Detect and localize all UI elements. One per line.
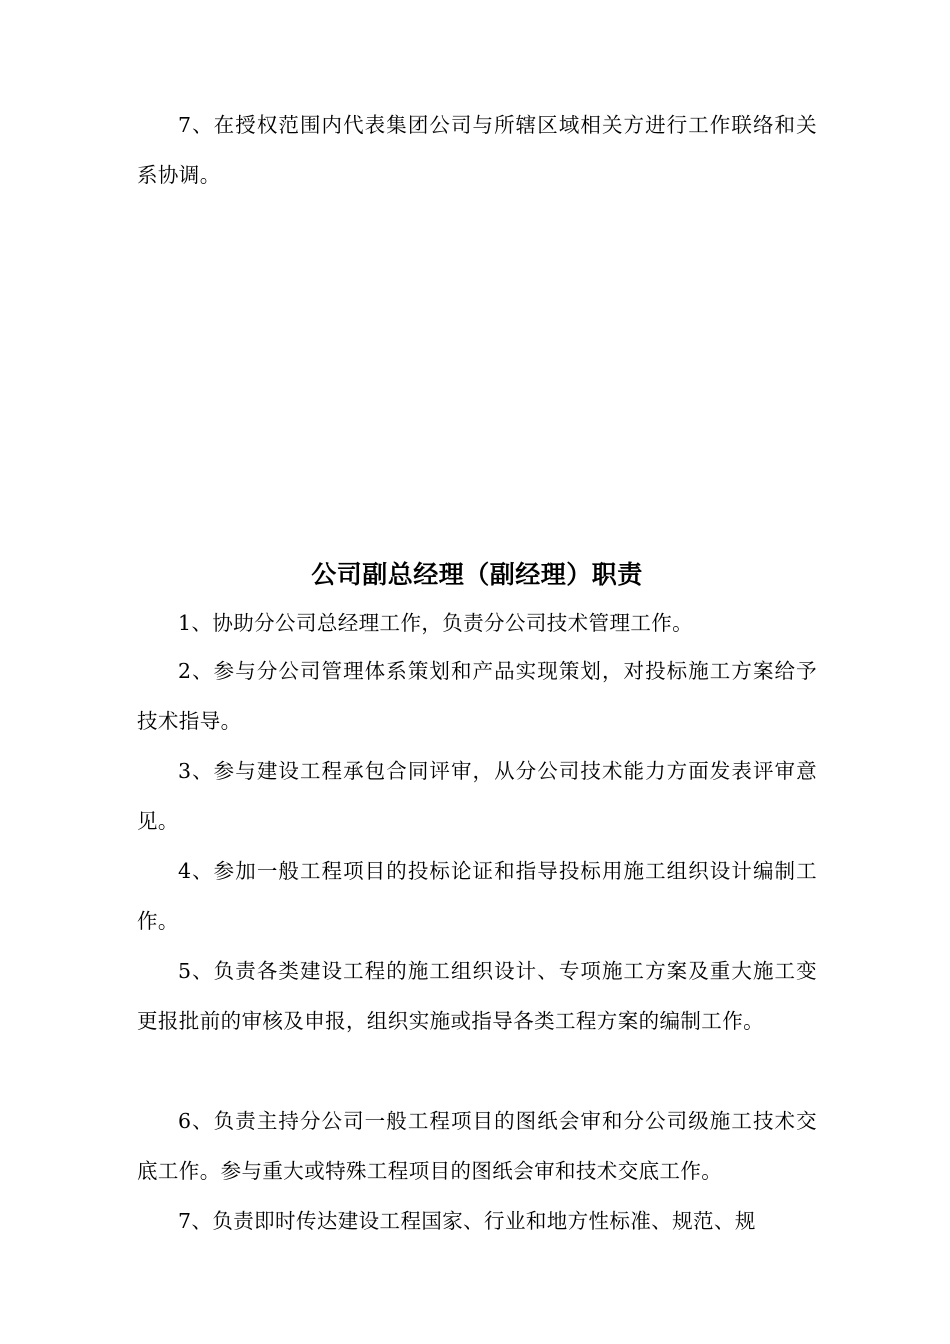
duty-item-4: 4、参加一般工程项目的投标论证和指导投标用施工组织设计编制工作。 — [137, 859, 817, 933]
section-title: 公司副总经理（副经理）职责 — [311, 560, 643, 589]
duty-item-7: 7、负责即时传达建设工程国家、行业和地方性标准、规范、规 — [178, 1209, 756, 1233]
duty-item-2: 2、参与分公司管理体系策划和产品实现策划，对投标施工方案给予技术指导。 — [137, 659, 817, 733]
duty-item-1: 1、协助分公司总经理工作，负责分公司技术管理工作。 — [178, 611, 694, 635]
duty-item-3: 3、参与建设工程承包合同评审，从分公司技术能力方面发表评审意见。 — [137, 759, 817, 833]
duty-item-6: 6、负责主持分公司一般工程项目的图纸会审和分公司级施工技术交底工作。参与重大或特殊工程项目的图纸会审和技术交底工作。 — [137, 1109, 817, 1183]
paragraph-item-7-liaison: 7、在授权范围内代表集团公司与所辖区域相关方进行工作联络和关系协调。 — [137, 113, 817, 187]
duty-item-5: 5、负责各类建设工程的施工组织设计、专项施工方案及重大施工变更报批前的审核及申报，组织实施或指导各类工程方案的编制工作。 — [137, 959, 817, 1033]
